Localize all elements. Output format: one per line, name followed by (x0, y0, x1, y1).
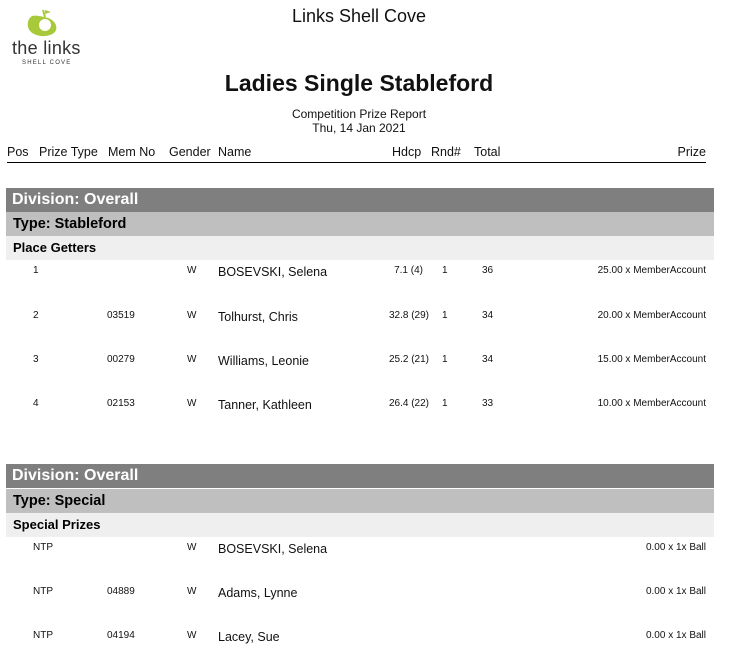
cell-gender: W (187, 542, 197, 553)
table-row (0, 308, 730, 328)
cell-prize-type: NTP (33, 630, 53, 641)
col-rnd: Rnd# (431, 145, 461, 159)
cell-name: BOSEVSKI, Selena (218, 265, 328, 279)
cell-gender: W (187, 586, 197, 597)
report-title: Ladies Single Stableford (224, 70, 494, 96)
cell-total: 36 (482, 265, 494, 276)
cell-prize: 0.00 x 1x Ball (645, 586, 706, 597)
cell-prize: 15.00 x MemberAccount (597, 354, 706, 365)
cell-pos: 1 (33, 265, 39, 276)
cell-name: BOSEVSKI, Selena (218, 542, 328, 556)
col-hdcp: Hdcp (392, 145, 422, 159)
cell-prize: 0.00 x 1x Ball (645, 542, 706, 553)
cell-gender: W (187, 265, 197, 276)
division-band: Division: Overall (6, 464, 714, 488)
col-prize-type: Prize Type (39, 145, 98, 159)
type-band: Type: Special (6, 489, 714, 513)
table-row (0, 628, 730, 648)
division-band: Division: Overall (6, 188, 714, 212)
club-name: Links Shell Cove (291, 6, 427, 26)
cell-rnd: 1 (442, 265, 448, 276)
cell-rnd: 1 (442, 354, 448, 365)
cell-total: 34 (482, 354, 494, 365)
col-total: Total (474, 145, 501, 159)
report-subtitle (0, 107, 718, 135)
cell-name: Adams, Lynne (218, 586, 298, 600)
cell-rnd: 1 (442, 310, 448, 321)
cell-gender: W (187, 630, 197, 641)
table-row (0, 540, 730, 560)
cell-hdcp: 7.1 (4) (394, 265, 423, 276)
cell-total: 33 (482, 398, 494, 409)
group-band: Place Getters (6, 236, 714, 260)
cell-prize: 25.00 x MemberAccount (597, 265, 706, 276)
logo-text: the links (12, 38, 81, 58)
col-pos: Pos (7, 145, 29, 159)
cell-mem-no: 04194 (107, 630, 135, 641)
cell-hdcp: 32.8 (29) (388, 310, 429, 321)
cell-rnd: 1 (442, 398, 448, 409)
type-band: Type: Stableford (6, 212, 714, 236)
cell-gender: W (187, 354, 197, 365)
cell-mem-no: 02153 (107, 398, 135, 409)
cell-prize: 20.00 x MemberAccount (597, 310, 706, 321)
cell-prize: 0.00 x 1x Ball (645, 630, 706, 641)
cell-total: 34 (482, 310, 494, 321)
cell-name: Tanner, Kathleen (218, 398, 312, 412)
report-date: Thu, 14 Jan 2021 (312, 121, 406, 135)
cell-hdcp: 26.4 (22) (388, 398, 429, 409)
cell-mem-no: 00279 (107, 354, 135, 365)
report-type: Competition Prize Report (291, 107, 427, 121)
col-name: Name (218, 145, 252, 159)
cell-mem-no: 04889 (107, 586, 135, 597)
cell-pos: 2 (33, 310, 39, 321)
group-band: Special Prizes (6, 513, 714, 537)
cell-name: Williams, Leonie (218, 354, 310, 368)
col-mem-no: Mem No (108, 145, 156, 159)
col-prize: Prize (677, 145, 706, 159)
cell-prize-type: NTP (33, 586, 53, 597)
cell-gender: W (187, 310, 197, 321)
cell-gender: W (187, 398, 197, 409)
cell-prize: 10.00 x MemberAccount (597, 398, 706, 409)
logo-subtext: SHELL COVE (22, 60, 72, 66)
table-row (0, 352, 730, 372)
cell-name: Lacey, Sue (218, 630, 280, 644)
cell-pos: 4 (33, 398, 39, 409)
table-row (0, 584, 730, 604)
cell-hdcp: 25.2 (21) (388, 354, 429, 365)
table-row (0, 396, 730, 416)
col-gender: Gender (169, 145, 211, 159)
table-row (0, 263, 730, 283)
cell-pos: 3 (33, 354, 39, 365)
header-divider (7, 162, 706, 163)
cell-prize-type: NTP (33, 542, 53, 553)
cell-mem-no: 03519 (107, 310, 135, 321)
cell-name: Tolhurst, Chris (218, 310, 298, 324)
